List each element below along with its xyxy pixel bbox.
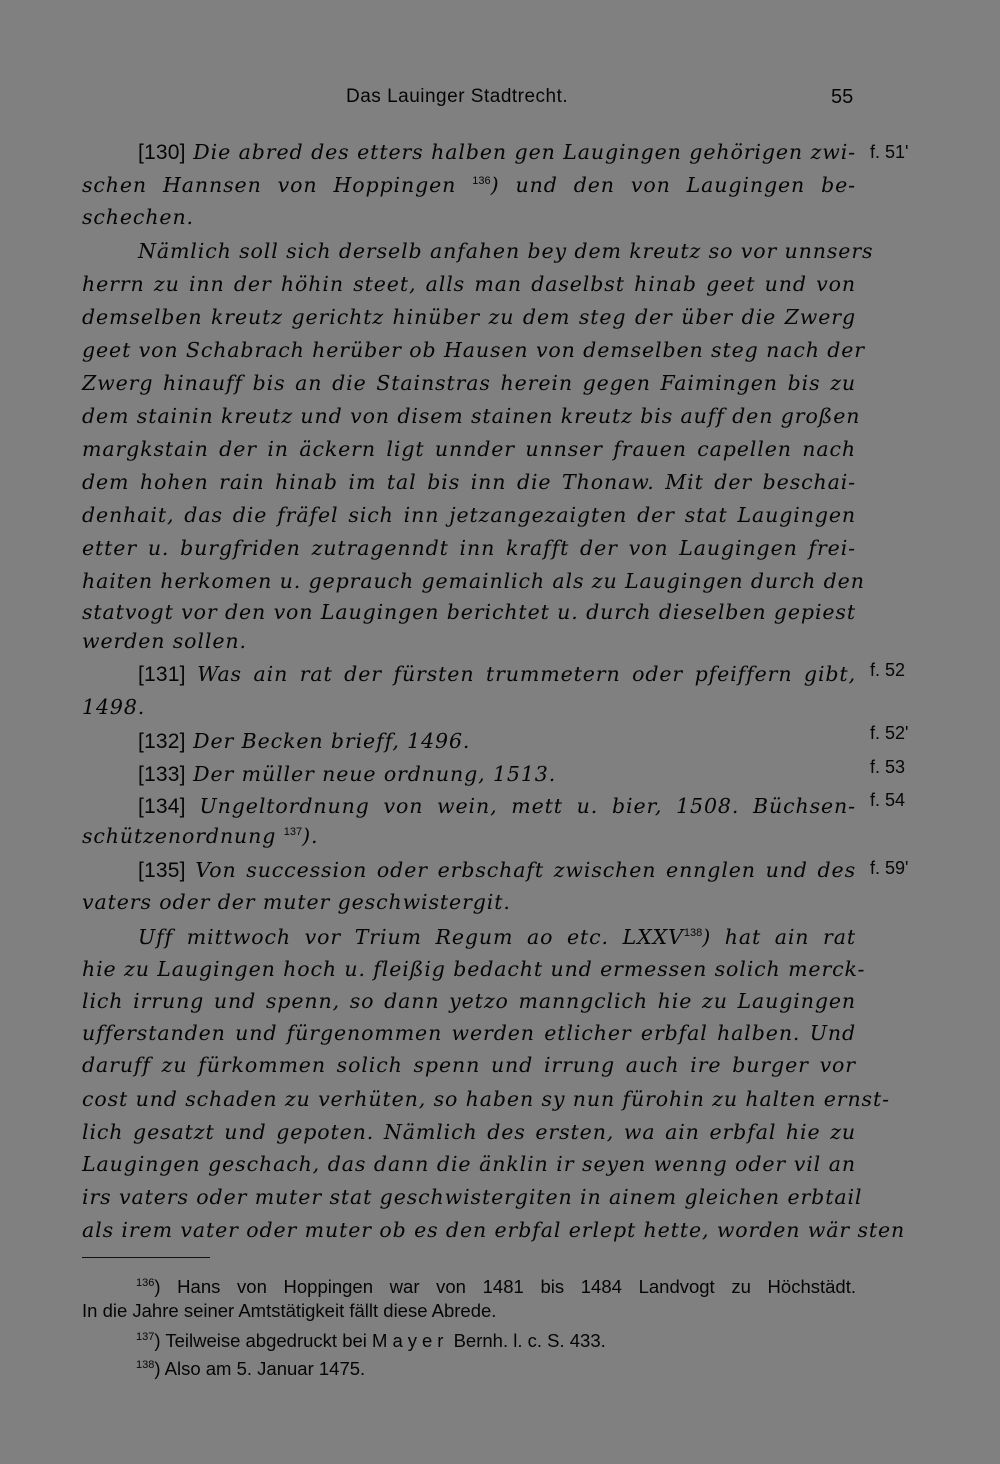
text-line: haiten herkomen u. geprauch gemainlich als zu Laugingen durch den [82, 569, 865, 593]
text-line: geet von Schabrach herüber ob Hausen von demselben steg nach der [82, 338, 865, 362]
footnote-ref: 138 [683, 927, 703, 940]
footnote-ref: 136 [472, 175, 491, 188]
text-line: demselben kreutz gerichtz hinüber zu dem steg der über die Zwerg [82, 305, 856, 329]
section-number: [132] [138, 730, 186, 753]
section-number: [130] [138, 141, 186, 164]
text-line: hie zu Laugingen hoch u. fleißig bedacht und ermessen solich merck- [82, 957, 866, 981]
footnote-138: $^{138}$) Also am 5. Januar 1475. [136, 1358, 366, 1379]
text-line: irs vaters oder muter stat geschwistergiten in ainem gleichen erbtail [82, 1185, 863, 1209]
margin-note: f. 59' [870, 858, 909, 878]
text-line: lich irrung und spenn, so dann yetzo manngclich hie zu Laugingen [82, 989, 856, 1013]
footnote-136: $^{136}$) Hans von Hoppingen war von 1481 bis 1484 Landvogt zu Höchstädt. [136, 1276, 856, 1297]
section-number: [134] [138, 795, 186, 818]
text-line: Zwerg hinauff bis an die Stainstras herein gegen Faimingen bis zu [82, 371, 856, 395]
text-line: daruff zu fürkommen solich spenn und irrung auch ire burger vor [82, 1053, 856, 1077]
text-line: [130] Die abred des etters halben gen Laugingen gehörigen zwi- [138, 140, 856, 164]
text-line: vaters oder der muter geschwistergit. [82, 890, 511, 914]
margin-note: f. 51' [870, 142, 909, 162]
section-number: [135] [138, 859, 186, 882]
margin-note: f. 52' [870, 723, 909, 743]
text-line: 1498. [82, 695, 146, 719]
text-line: Laugingen geschach, das dann die änklin ir seyen wenng oder vil an [82, 1152, 856, 1176]
section-number: [133] [138, 763, 186, 786]
text-line: [134] Ungeltordnung von wein, mett u. bier, 1508. Büchsen- [138, 794, 856, 818]
text-line: statvogt vor den von Laugingen berichtet u. durch dieselben gepiest [82, 600, 856, 624]
footnote-136-cont: In die Jahre seiner Amtstätigkeit fällt diese Abrede. [82, 1300, 497, 1321]
footnote-137: $^{137}$) Teilweise abgedruckt bei Mayer Bernh. l. c. S. 433. [136, 1330, 606, 1351]
text-line: ufferstanden und fürgenommen werden etlicher erbfal halben. Und [82, 1021, 856, 1045]
footnote-rule [82, 1257, 210, 1258]
running-title: Das Lauinger Stadtrecht. [346, 86, 569, 107]
text-line: cost und schaden zu verhüten, so haben sy nun fürohin zu halten ernst- [82, 1087, 890, 1111]
text-line: Uff mittwoch vor Trium Regum ao etc. LXXV$^{138}$) hat ain rat [138, 925, 856, 949]
text-line: dem hohen rain hinab im tal bis inn die Thonaw. Mit der beschai- [82, 470, 856, 494]
margin-note: f. 54 [870, 790, 906, 810]
footnote-ref: 137 [283, 826, 303, 839]
text-line: schützenordnung $^{137}$). [82, 824, 319, 848]
text-line: Nämlich soll sich derselb anfahen bey dem kreutz so vor unnsers [138, 239, 874, 263]
page-number: 55 [831, 86, 854, 108]
text-line: [135] Von succession oder erbschaft zwischen ennglen und des [138, 858, 856, 882]
text-line: margkstain der in äckern ligt unnder unnser frauen capellen nach [82, 437, 856, 461]
text-line: dem stainin kreutz und von disem stainen kreutz bis auff den großen [82, 404, 861, 428]
margin-note: f. 53 [870, 757, 906, 777]
text-line: schen Hannsen von Hoppingen $^{136}$) und den von Laugingen be- [82, 173, 856, 197]
section-number: [131] [138, 663, 186, 686]
text-line: schechen. [82, 205, 194, 229]
text-line: denhait, das die fräfel sich inn jetzangezaigten der stat Laugingen [82, 503, 856, 527]
text-line: als irem vater oder muter ob es den erbfal erlept hette, worden wär sten [82, 1218, 906, 1242]
text-line: [132] Der Becken brieff, 1496. [138, 729, 471, 753]
text-line: werden sollen. [82, 629, 247, 653]
text-line: [133] Der müller neue ordnung, 1513. [138, 762, 557, 786]
text-line: [131] Was ain rat der fürsten trummetern oder pfeiffern gibt, [138, 662, 856, 686]
author-name: Mayer [372, 1330, 449, 1351]
margin-note: f. 52 [870, 660, 906, 680]
text-line: herrn zu inn der höhin steet, alls man daselbst hinab geet und von [82, 272, 856, 296]
text-line: lich gesatzt und gepoten. Nämlich des ersten, wa ain erbfal hie zu [82, 1120, 856, 1144]
text-line: etter u. burgfriden zutragenndt inn krafft der von Laugingen frei- [82, 536, 856, 560]
